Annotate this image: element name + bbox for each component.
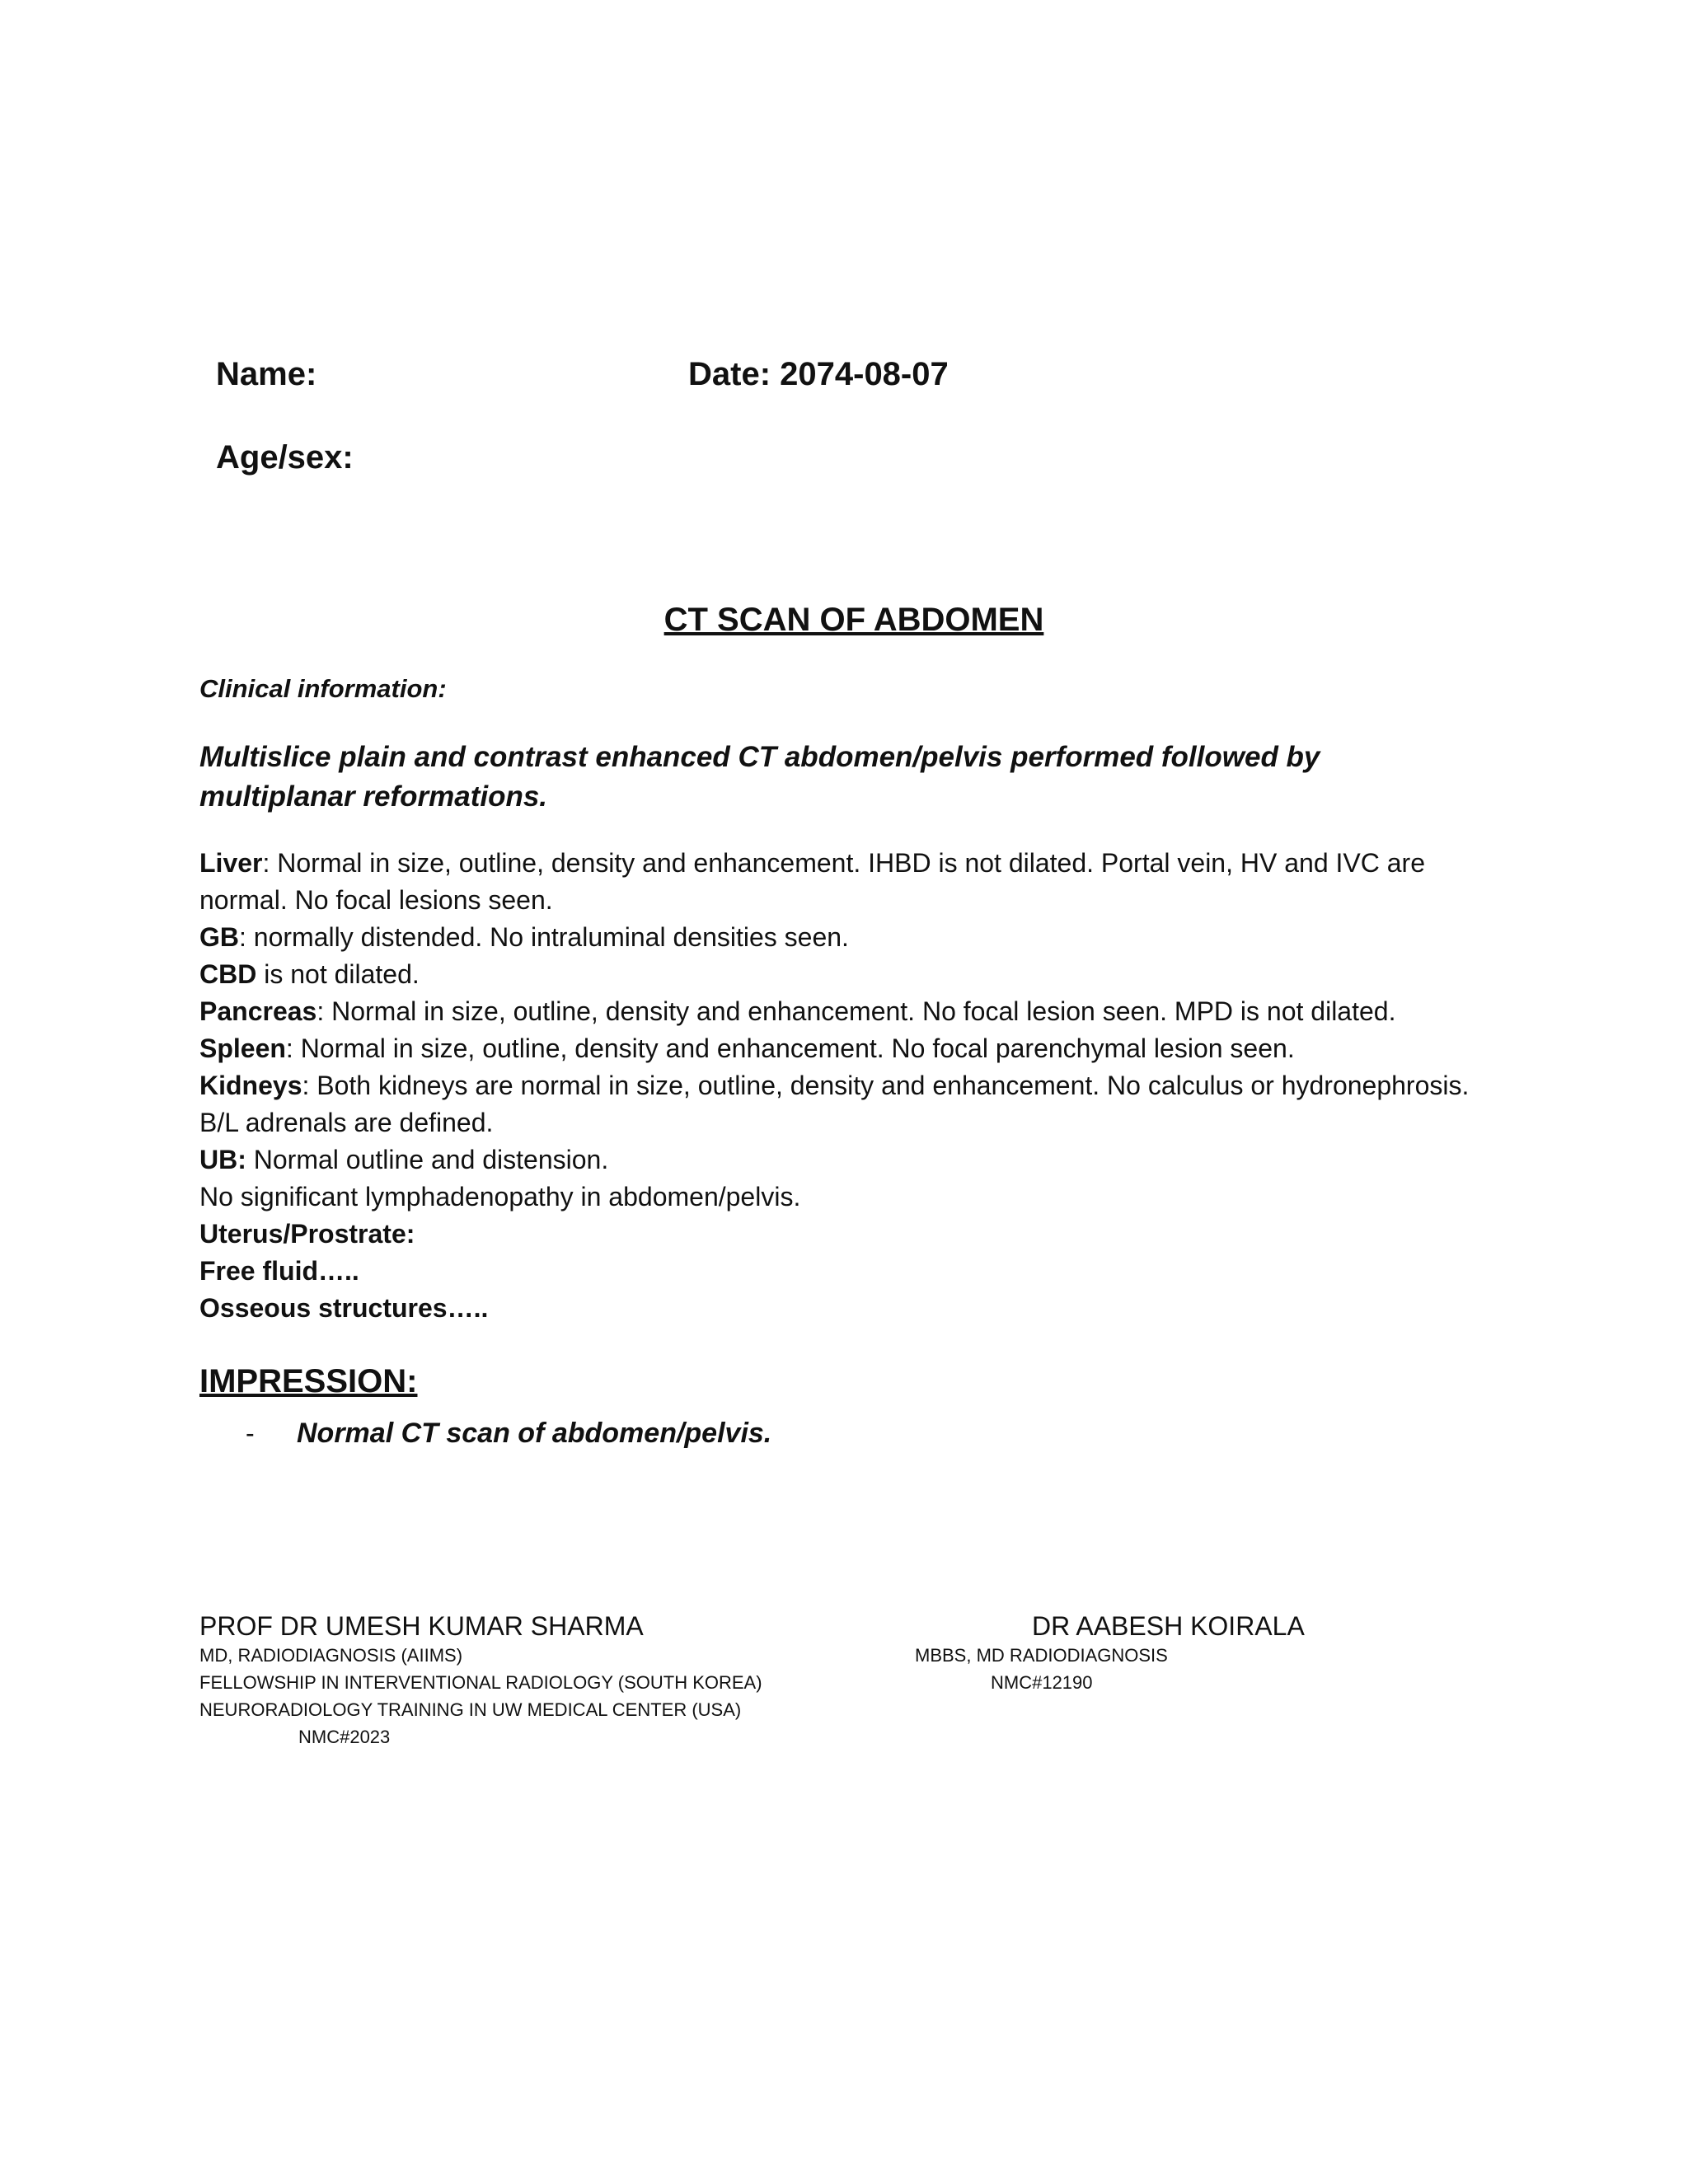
- signatory-fellowship: FELLOWSHIP IN INTERVENTIONAL RADIOLOGY (SOUTH KOREA): [199, 1672, 762, 1693]
- signatory-name: DR AABESH KOIRALA: [1032, 1611, 1305, 1641]
- finding-spleen: Spleen: Normal in size, outline, density and enhancement. No focal parenchymal lesion seen.: [199, 1033, 1295, 1063]
- finding-liver: Liver: Normal in size, outline, density and enhancement. IHBD is not dilated. Portal vein, HV and IVC are normal. No focal lesions seen.: [199, 848, 1425, 915]
- age-sex-label: Age/sex:: [216, 439, 354, 476]
- signatory-qualification: MBBS, MD RADIODIAGNOSIS: [915, 1645, 1168, 1666]
- impression-text: Normal CT scan of abdomen/pelvis.: [297, 1418, 772, 1449]
- technique-paragraph: Multislice plain and contrast enhanced CT abdomen/pelvis performed followed by multiplanar reformations.: [199, 741, 1320, 813]
- finding-cbd: CBD is not dilated.: [199, 959, 420, 989]
- finding-uterus-prostrate: Uterus/Prostrate:: [199, 1219, 415, 1249]
- signatory-training: NEURORADIOLOGY TRAINING IN UW MEDICAL CENTER (USA): [199, 1699, 742, 1720]
- finding-lymphadenopathy: No significant lymphadenopathy in abdomen/pelvis.: [199, 1182, 801, 1212]
- finding-osseous-structures: Osseous structures…..: [199, 1293, 489, 1323]
- report-date-label: Date: 2074-08-07: [688, 356, 949, 392]
- clinical-information-label: Clinical information:: [199, 674, 447, 703]
- finding-adrenals: B/L adrenals are defined.: [199, 1108, 494, 1137]
- finding-ub: UB: Normal outline and distension.: [199, 1145, 609, 1174]
- signature-block-right: [915, 1611, 1305, 1696]
- finding-kidneys: Kidneys: Both kidneys are normal in size, outline, density and enhancement. No calculus or hydronephrosis.: [199, 1071, 1470, 1100]
- impression-bullet: -: [246, 1418, 255, 1448]
- finding-gb: GB: normally distended. No intraluminal densities seen.: [199, 922, 849, 952]
- finding-free-fluid: Free fluid…..: [199, 1256, 359, 1286]
- signatory-qualification: MD, RADIODIAGNOSIS (AIIMS): [199, 1645, 463, 1666]
- finding-pancreas: Pancreas: Normal in size, outline, density and enhancement. No focal lesion seen. MPD is not dilated.: [199, 996, 1396, 1026]
- findings-section: [199, 845, 1518, 1327]
- signature-block-left: [199, 1611, 762, 1750]
- impression-heading: IMPRESSION:: [199, 1363, 418, 1399]
- report-title: CT SCAN OF ABDOMEN: [663, 602, 1044, 638]
- signatory-name: PROF DR UMESH KUMAR SHARMA: [199, 1611, 644, 1641]
- signatory-nmc-number: NMC#2023: [298, 1727, 391, 1747]
- impression-item: [246, 1418, 771, 1450]
- patient-name-label: Name:: [216, 356, 317, 392]
- signatory-nmc-number: NMC#12190: [991, 1672, 1093, 1693]
